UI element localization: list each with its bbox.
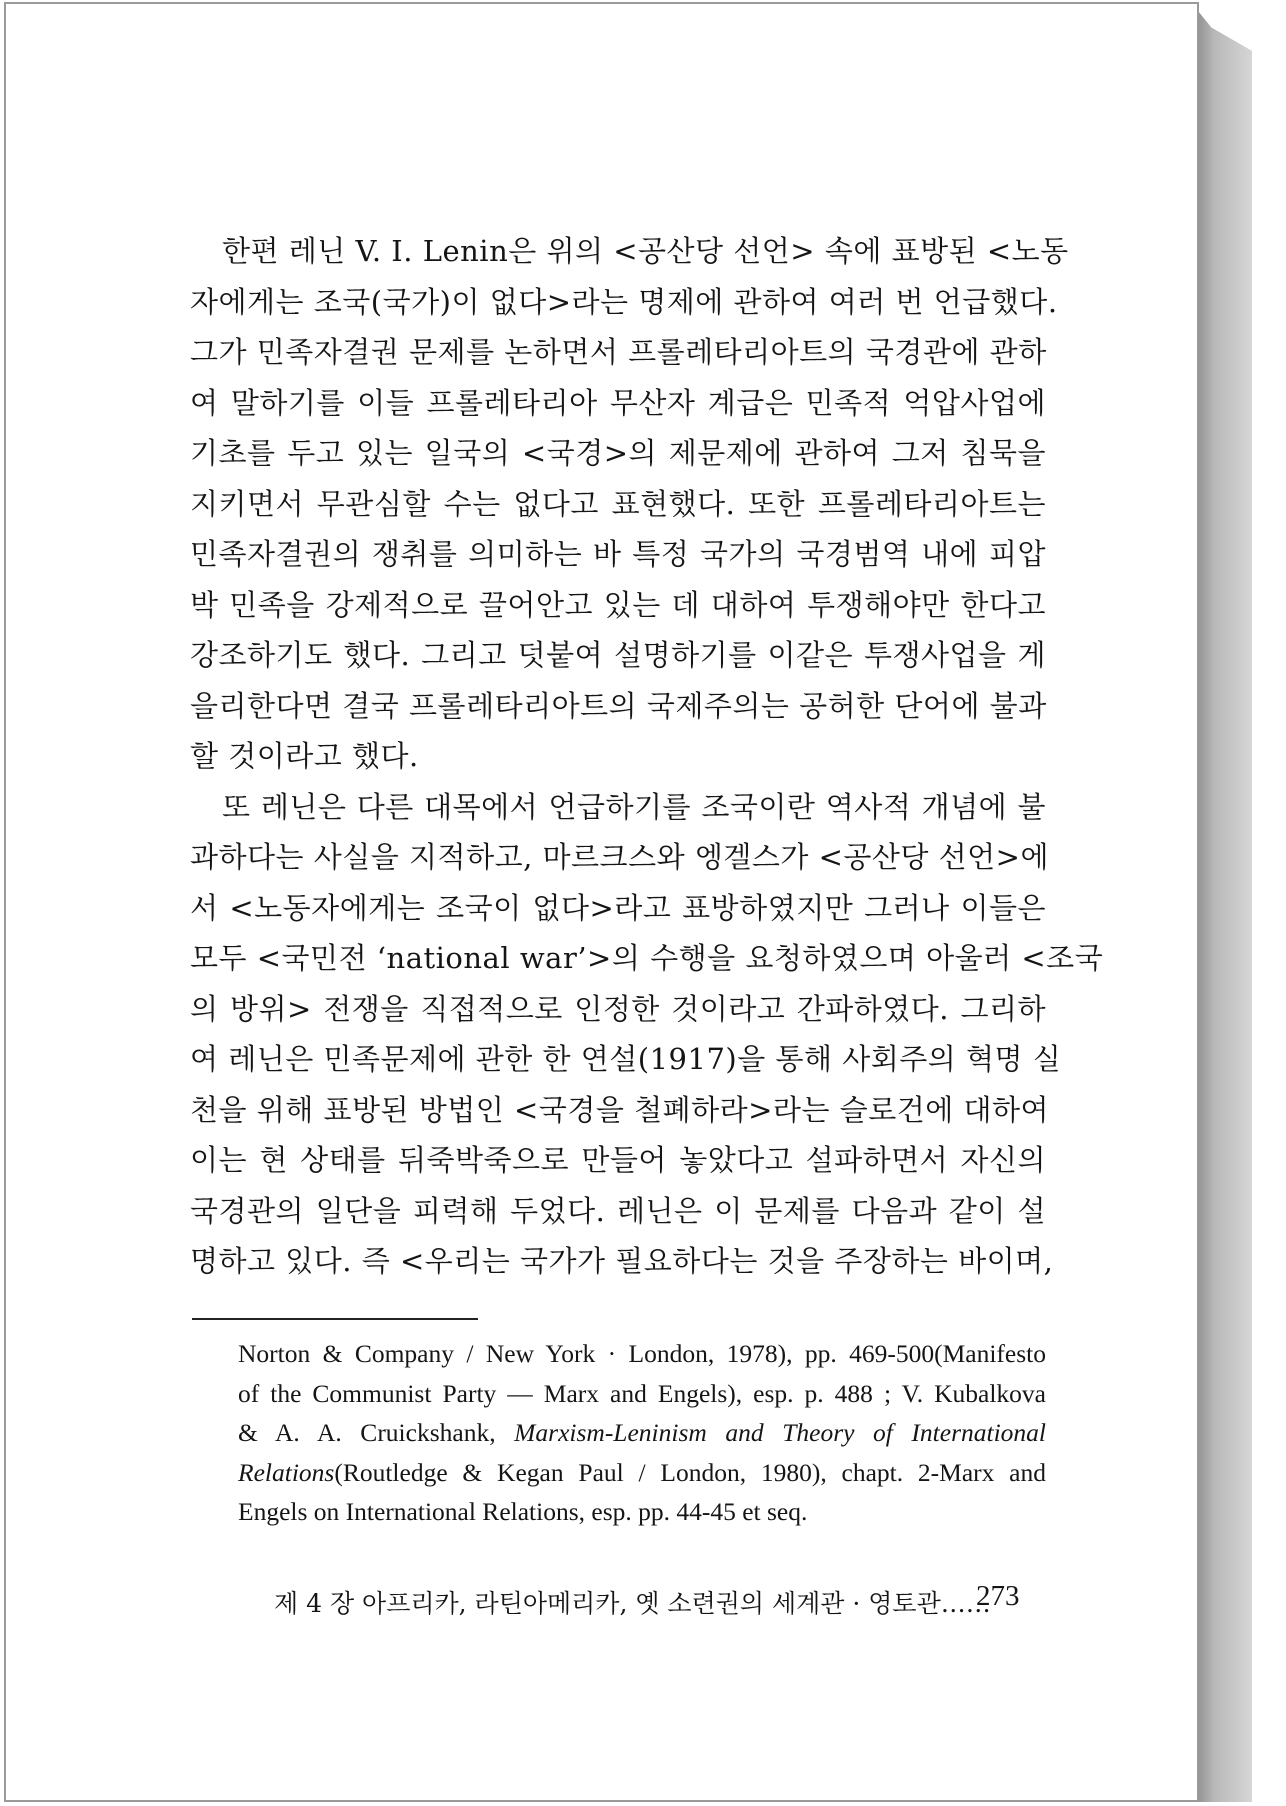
page-number: 273 — [976, 1580, 1020, 1612]
text-line: 국경관의 일단을 피력해 두었다. 레닌은 이 문제를 다음과 같이 설 — [190, 1193, 1046, 1228]
footnote-line: Engels on International Relations, esp. pp. 44-45 et seq. — [238, 1497, 808, 1526]
text-line: 지키면서 무관심할 수는 없다고 표현했다. 또한 프롤레타리아트는 — [190, 486, 1046, 521]
text-line: 과하다는 사실을 지적하고, 마르크스와 엥겔스가 <공산당 선언>에 — [190, 840, 1049, 874]
running-footer-title: 제 4 장 아프리카, 라틴아메리카, 옛 소련권의 세계관 · 영토관…… — [274, 1589, 991, 1618]
text-line: 할 것이라고 했다. — [190, 739, 419, 773]
main-text — [190, 226, 1104, 1287]
footnote — [238, 1334, 1046, 1532]
footnote-line — [238, 1413, 1046, 1453]
footnote-text: & A. A. Cruickshank, — [238, 1418, 515, 1447]
text-line: 민족자결권의 쟁취를 의미하는 바 특정 국가의 국경범역 내에 피압 — [190, 537, 1046, 571]
book-title-italic: Relations — [238, 1457, 335, 1487]
book-page — [4, 2, 1199, 1802]
text-line: 강조하기도 했다. 그리고 덧붙여 설명하기를 이같은 투쟁사업을 게 — [190, 638, 1046, 672]
page-edge-shadow — [1194, 6, 1252, 1802]
text-line: 명하고 있다. 즉 <우리는 국가가 필요하다는 것을 주장하는 바이며, — [190, 1244, 1054, 1278]
footnote-line: of the Communist Party — Marx and Engels), esp. p. 488 ; V. Kubalkova — [238, 1378, 1046, 1408]
text-line: 을리한다면 결국 프롤레타리아트의 국제주의는 공허한 단어에 불과 — [190, 688, 1047, 723]
footnote-separator — [192, 1318, 478, 1320]
footnote-text: (Routledge & Kegan Paul / London, 1980), chapt. 2-Marx and — [334, 1457, 1046, 1487]
text-line: 여 레닌은 민족문제에 관한 한 연설(1917)을 통해 사회주의 혁명 실 — [190, 1042, 1062, 1076]
text-line: 기초를 두고 있는 일국의 <국경>의 제문제에 관하여 그저 침묵을 — [190, 436, 1046, 470]
text-line: 박 민족을 강제적으로 끌어안고 있는 데 대하여 투쟁해야만 한다고 — [190, 587, 1046, 622]
text-line: 천을 위해 표방된 방법인 <국경을 철폐하라>라는 슬로건에 대하여 — [190, 1092, 1049, 1127]
text-line: 이는 현 상태를 뒤죽박죽으로 만들어 놓았다고 설파하면서 자신의 — [190, 1143, 1046, 1177]
text-line: 모두 <국민전 ‘national war’>의 수행을 요청하였으며 아울러 <조국 — [190, 941, 1104, 975]
text-line: 자에게는 조국(국가)이 없다>라는 명제에 관하여 여러 번 언급했다. — [190, 284, 1058, 319]
text-line: 의 방위> 전쟁을 직접적으로 인정한 것이라고 간파하였다. 그리하 — [190, 991, 1046, 1026]
text-line: 여 말하기를 이들 프롤레타리아 무산자 계급은 민족적 억압사업에 — [190, 385, 1046, 420]
text-line: 한편 레닌 V. I. Lenin은 위의 <공산당 선언> 속에 표방된 <노동 — [222, 234, 1069, 268]
book-title-italic: Marxism-Leninism and Theory of International — [514, 1418, 1046, 1447]
footnote-line — [238, 1453, 1046, 1493]
text-line: 그가 민족자결권 문제를 논하면서 프롤레타리아트의 국경관에 관하 — [190, 335, 1047, 369]
text-line: 또 레닌은 다른 대목에서 언급하기를 조국이란 역사적 개념에 불 — [222, 789, 1046, 824]
footnote-line: Norton & Company / New York · London, 1978), pp. 469-500(Manifesto — [238, 1339, 1046, 1368]
text-line: 서 <노동자에게는 조국이 없다>라고 표방하였지만 그러나 이들은 — [190, 890, 1046, 925]
